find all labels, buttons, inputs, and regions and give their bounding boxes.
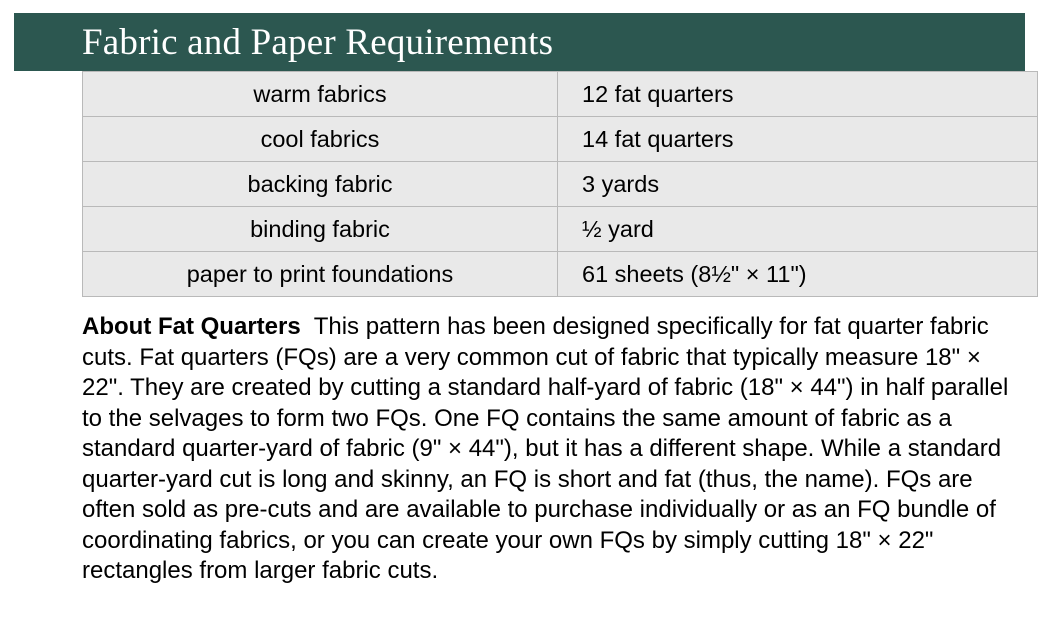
table-row [83,72,1038,117]
about-fat-quarters-paragraph [82,312,1022,587]
table-row [83,162,1038,207]
table-cell-quantity: 12 fat quarters [558,72,1038,117]
page-title: Fabric and Paper Requirements [82,21,554,63]
table-cell-item: cool fabrics [83,117,558,162]
about-heading: About Fat Quarters [82,313,301,340]
table-cell-item: paper to print foundations [83,252,558,297]
table-cell-quantity: 3 yards [558,162,1038,207]
about-body-text: This pattern has been designed specifically for fat quarter fabric cuts. Fat quarters (FQs) are a very common cut of fabric that typically measure 18" × 22". They are created by cutting a standard half-yard of fabric (18" × 44") in half parallel to the selvages to form two FQs. One FQ contains the same amount of fabric as a standard quarter-yard of fabric (9" × 44"), but it has a different shape. While a standard quarter-yard cut is long and skinny, an FQ is short and fat (thus, the name). FQs are often sold as pre-cuts and are available to purchase individually or as an FQ bundle of coordinating fabrics, or you can create your own FQs by simply cutting 18" × 22" rectangles from larger fabric cuts. [82,313,1009,584]
table-row [83,207,1038,252]
table-row [83,252,1038,297]
table-row [83,117,1038,162]
requirements-table [82,71,1038,297]
table-cell-item: binding fabric [83,207,558,252]
table-cell-item: backing fabric [83,162,558,207]
section-header-banner [14,13,1025,71]
table-cell-quantity: 61 sheets (8½" × 11") [558,252,1038,297]
table-cell-quantity: ½ yard [558,207,1038,252]
table-cell-item: warm fabrics [83,72,558,117]
table-cell-quantity: 14 fat quarters [558,117,1038,162]
